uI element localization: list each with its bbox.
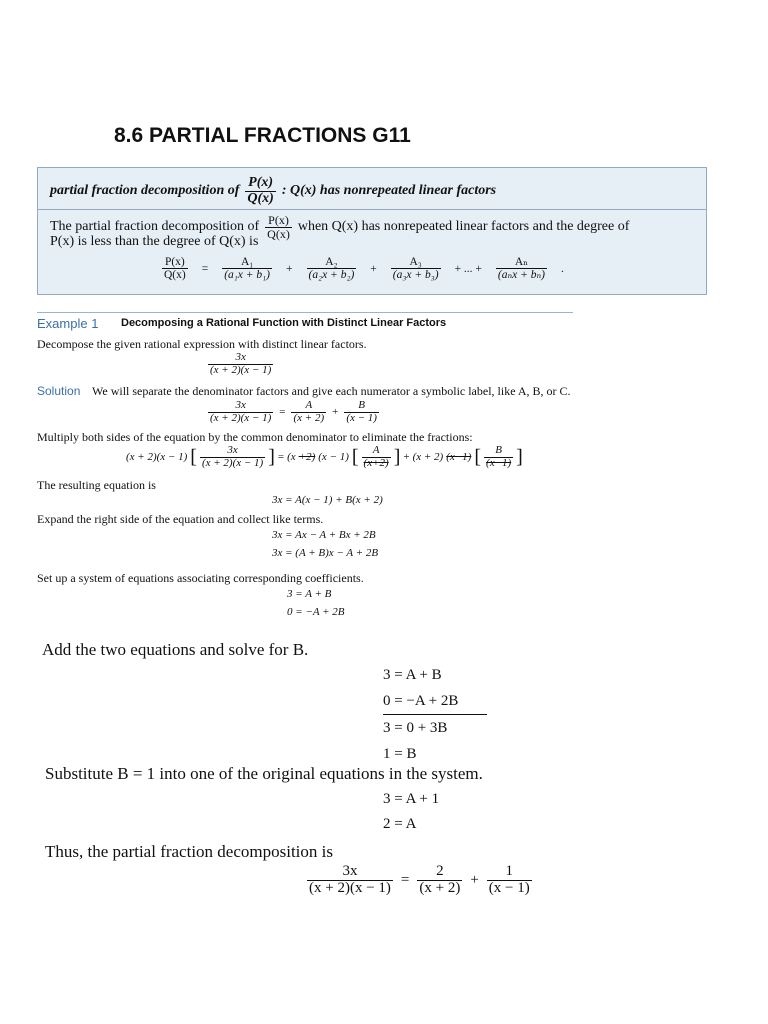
definition-heading-suffix: : Q(x) has nonrepeated linear factors bbox=[281, 183, 497, 199]
multiply-instruction: Multiply both sides of the equation by the common denominator to eliminate the fractions: bbox=[37, 430, 473, 444]
expand-text: Expand the right side of the equation and collect like terms. bbox=[37, 512, 324, 526]
eq2-a-fraction bbox=[362, 445, 391, 469]
definition-divider bbox=[38, 209, 706, 210]
fraction-numerator: A₂ bbox=[325, 256, 338, 268]
fraction-numerator: A₁ bbox=[240, 256, 254, 268]
definition-line1-suffix: when Q(x) has nonrepeated linear factors and the degree of bbox=[297, 219, 630, 235]
equation-multiply bbox=[126, 445, 523, 469]
fraction-numerator: 1 bbox=[505, 863, 514, 879]
equation-separate bbox=[208, 400, 379, 424]
eq2-lhs-fraction bbox=[200, 445, 265, 469]
page-title: 8.6 PARTIAL FRACTIONS G11 bbox=[114, 124, 411, 147]
fraction-numerator: P(x) bbox=[268, 213, 289, 227]
fraction-denominator: (a₂x + b₂) bbox=[308, 269, 355, 282]
example-instruction: Decompose the given rational expression with distinct linear factors. bbox=[37, 337, 367, 351]
eq1-lhs bbox=[208, 400, 273, 424]
equation-resulting: 3x = A(x − 1) + B(x + 2) bbox=[272, 494, 383, 506]
example-label: Example 1 bbox=[37, 316, 99, 331]
eq2-left-factor: (x + 2)(x − 1) bbox=[126, 451, 188, 464]
definition-text-line2: P(x) is less than the degree of Q(x) is bbox=[50, 234, 259, 249]
term-fraction-3 bbox=[391, 256, 441, 281]
fraction-numerator: A₃ bbox=[409, 256, 422, 268]
add-equations-text: Add the two equations and solve for B. bbox=[42, 640, 309, 659]
fraction-numerator: P(x) bbox=[164, 256, 185, 268]
substitute-text: Substitute B = 1 into one of the original equations in the system. bbox=[45, 764, 483, 783]
eq2-mid-factor-a: (x bbox=[287, 451, 296, 464]
equation-expanded: 3x = Ax − A + Bx + 2B bbox=[272, 529, 376, 541]
eq2-mid-factor-c: (x − 1) bbox=[318, 451, 349, 464]
fraction-numerator: 3x bbox=[227, 444, 238, 456]
fraction-numerator: B bbox=[495, 444, 502, 456]
bracket: ] bbox=[516, 445, 523, 468]
definition-heading-prefix: partial fraction decomposition of bbox=[50, 183, 240, 199]
fraction-numerator: 3x bbox=[235, 399, 246, 411]
definition-box bbox=[37, 167, 707, 295]
fraction-numerator: P(x) bbox=[248, 175, 274, 190]
example-title: Decomposing a Rational Function with Distinct Linear Factors bbox=[121, 317, 447, 329]
fraction-denominator: (x + 2)(x − 1) bbox=[210, 411, 272, 424]
bracket: ] bbox=[268, 445, 275, 468]
fraction-denominator: Q(x) bbox=[247, 190, 274, 206]
fraction-numerator: Aₙ bbox=[514, 256, 529, 268]
term-fraction-n bbox=[496, 256, 547, 281]
fraction-denominator: (a₁x + b₁) bbox=[224, 269, 270, 282]
fraction-numerator: 2 bbox=[436, 863, 444, 879]
final-lhs bbox=[307, 864, 393, 897]
solution-text: We will separate the denominator factors and give each numerator a symbolic label, like A, B, or C. bbox=[92, 384, 571, 398]
example-expression bbox=[208, 352, 273, 376]
fraction-denominator: (aₙx + bₙ) bbox=[497, 269, 546, 282]
definition-equation bbox=[162, 256, 564, 281]
substitution-equation: 3 = A + 1 bbox=[383, 791, 440, 807]
fraction-numerator: B bbox=[358, 399, 366, 411]
bracket: ] bbox=[393, 445, 401, 468]
plus-sign: + bbox=[370, 262, 377, 275]
definition-heading bbox=[50, 176, 496, 206]
fraction-denominator: Q(x) bbox=[164, 269, 186, 282]
solve-line: 3 = A + B bbox=[383, 667, 442, 683]
solve-line: 3 = 0 + 3B bbox=[383, 720, 448, 736]
equation-collected: 3x = (A + B)x − A + 2B bbox=[272, 547, 379, 559]
bracket: [ bbox=[351, 445, 359, 468]
definition-heading-fraction bbox=[245, 176, 275, 206]
solve-block bbox=[383, 662, 487, 767]
plus-sign: + bbox=[286, 262, 293, 275]
eq2-right-factor-a: (x + 2) bbox=[412, 451, 444, 464]
term-fraction-1 bbox=[222, 256, 272, 281]
eq2-right-factor-b: (x−1) bbox=[446, 451, 472, 464]
fraction-denominator: Q(x) bbox=[267, 226, 290, 241]
fraction-numerator: 3x bbox=[342, 863, 358, 879]
fraction-denominator: (x − 1) bbox=[488, 879, 530, 896]
plus-sign: + bbox=[470, 871, 479, 888]
fraction-denominator: (a₃x + b₃) bbox=[392, 269, 439, 282]
final-a-term bbox=[417, 864, 462, 897]
final-b-term bbox=[487, 864, 532, 897]
fraction-denominator: (x + 2) bbox=[419, 879, 461, 896]
system-equation-1: 3 = A + B bbox=[287, 588, 332, 600]
solve-line: 0 = −A + 2B bbox=[383, 693, 459, 709]
bracket: [ bbox=[474, 445, 482, 468]
fraction-numerator: A bbox=[372, 444, 380, 456]
fraction-numerator: 3x bbox=[235, 351, 246, 363]
eq2-mid-factor-b: +2) bbox=[298, 451, 316, 464]
fraction-denominator: (x + 2) bbox=[293, 411, 325, 424]
expression-fraction bbox=[208, 352, 273, 376]
plus-sign: + bbox=[332, 406, 339, 419]
equals-sign: = bbox=[400, 871, 410, 888]
end-period: . bbox=[561, 262, 564, 275]
fraction-denominator: (x + 2)(x − 1) bbox=[210, 363, 272, 376]
setup-text: Set up a system of equations associating corresponding coefficients. bbox=[37, 571, 364, 585]
bracket: [ bbox=[190, 445, 197, 468]
system-equation-2: 0 = −A + 2B bbox=[287, 606, 345, 618]
equals-sign: = bbox=[279, 406, 286, 419]
eq2-b-fraction bbox=[484, 445, 513, 469]
eq1-b-term bbox=[344, 400, 379, 424]
fraction-denominator: (x + 2)(x − 1) bbox=[201, 456, 264, 469]
result-text: The resulting equation is bbox=[37, 478, 156, 492]
ellipsis: + ... + bbox=[454, 262, 482, 275]
fraction-denominator: (x−1) bbox=[486, 456, 512, 469]
solve-line: 1 = B bbox=[383, 746, 417, 762]
definition-line1-prefix: The partial fraction decomposition of bbox=[50, 219, 260, 235]
definition-line1-fraction bbox=[265, 214, 292, 240]
eq-lhs-fraction bbox=[162, 256, 188, 281]
equals-sign: = bbox=[201, 262, 209, 275]
term-fraction-2 bbox=[307, 256, 357, 281]
solution-label: Solution bbox=[37, 384, 81, 398]
equals-sign: = bbox=[277, 451, 285, 464]
fraction-denominator: (x+2) bbox=[363, 456, 389, 469]
fraction-denominator: (x + 2)(x − 1) bbox=[309, 879, 391, 896]
fraction-numerator: A bbox=[305, 399, 313, 411]
conclusion-text: Thus, the partial fraction decomposition is bbox=[45, 842, 333, 861]
example-divider bbox=[37, 312, 573, 313]
solution-equation: 2 = A bbox=[383, 816, 417, 832]
final-decomposition bbox=[307, 864, 532, 897]
eq1-a-term bbox=[291, 400, 326, 424]
plus-sign: + bbox=[403, 451, 410, 464]
fraction-denominator: (x − 1) bbox=[346, 411, 377, 424]
